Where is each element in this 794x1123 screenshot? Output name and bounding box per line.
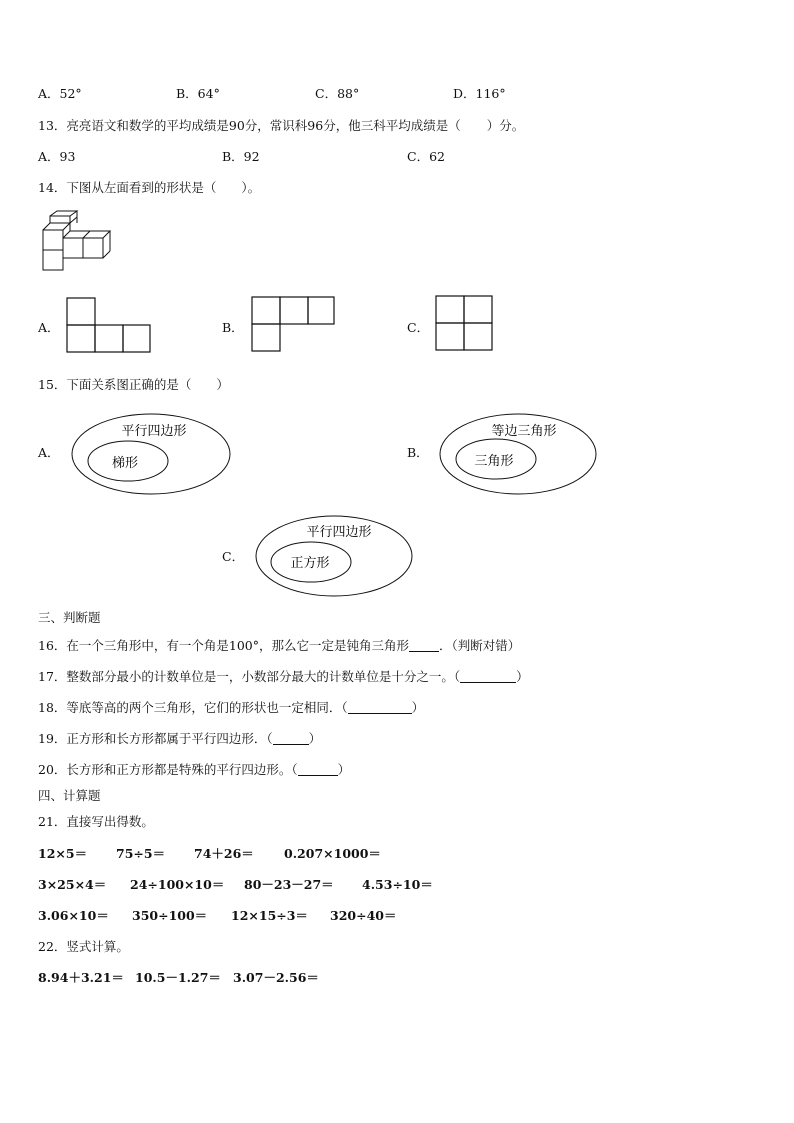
q19-text-end: ） <box>308 731 322 746</box>
q13-option-c: C．62 <box>407 149 445 164</box>
q21-r2-c2: 24÷100×10＝ <box>130 877 225 892</box>
q21-r2-c3: 80－23－27＝ <box>244 877 334 892</box>
q18-text-end: ） <box>411 700 425 715</box>
q14-option-b-figure[interactable] <box>250 296 336 352</box>
q12-option-b: B．64° <box>176 86 220 101</box>
q17-text: 17．整数部分最小的计数单位是一，小数部分最大的计数单位是十分之一。（ <box>38 669 461 684</box>
q16-text-end: ．（判断对错） <box>439 638 521 653</box>
q17 <box>38 667 529 685</box>
q20-text: 20．长方形和正方形都是特殊的平行四边形。（ <box>38 762 298 777</box>
q14-option-c-figure[interactable] <box>435 295 495 353</box>
q22-item-3: 3.07－2.56＝ <box>233 970 319 985</box>
q15-option-c-label: C． <box>222 549 245 564</box>
q21-r2-c4: 4.53÷10＝ <box>362 877 433 892</box>
q21-r2-c1: 3×25×4＝ <box>38 877 107 892</box>
q20 <box>38 760 350 778</box>
q14-cube-figure <box>40 210 120 272</box>
q15-c-outer-label: 平行四边形 <box>306 525 372 540</box>
q21-r1-c1: 12×5＝ <box>38 846 88 861</box>
q19-text: 19．正方形和长方形都属于平行四边形．（ <box>38 731 273 746</box>
q16-answer-blank[interactable] <box>409 639 439 652</box>
q14-stem: 14．下图从左面看到的形状是（ ）。 <box>38 180 261 195</box>
q21-r1-c4: 0.207×1000＝ <box>284 846 381 861</box>
q19 <box>38 729 321 747</box>
section-4-heading: 四、计算题 <box>38 788 101 803</box>
q15-b-outer-label: 等边三角形 <box>491 424 557 439</box>
q15-option-c-diagram[interactable] <box>253 514 415 598</box>
q17-answer-blank[interactable] <box>460 670 516 683</box>
q14-option-a-figure[interactable] <box>66 297 152 353</box>
q20-answer-blank[interactable] <box>298 763 338 776</box>
q22-item-2: 10.5－1.27＝ <box>135 970 221 985</box>
q15-option-a-diagram[interactable] <box>70 412 232 496</box>
q21-r1-c2: 75÷5＝ <box>116 846 166 861</box>
q13-option-b: B．92 <box>222 149 260 164</box>
q12-option-c: C．88° <box>315 86 360 101</box>
section-3-heading: 三、判断题 <box>38 610 101 625</box>
q14-option-a-label: A． <box>38 320 60 335</box>
q20-text-end: ） <box>337 762 351 777</box>
q16-text: 16．在一个三角形中，有一个角是100°，那么它一定是钝角三角形 <box>38 638 410 653</box>
q21-r3-c2: 350÷100＝ <box>132 908 208 923</box>
q15-option-b-diagram[interactable] <box>438 412 600 496</box>
q21-r3-c1: 3.06×10＝ <box>38 908 109 923</box>
q12-option-d: D．116° <box>453 86 506 101</box>
q13-stem-end: ）分。 <box>486 118 525 133</box>
q15-option-a-label: A． <box>38 445 60 460</box>
q15-a-inner-label: 梯形 <box>111 456 139 471</box>
q15-stem: 15．下面关系图正确的是（ ） <box>38 377 229 392</box>
q21-r3-c3: 12×15÷3＝ <box>231 908 308 923</box>
q21-r3-c4: 320÷40＝ <box>330 908 397 923</box>
q18-text: 18．等底等高的两个三角形，它们的形状也一定相同．（ <box>38 700 348 715</box>
q21-stem: 21．直接写出得数。 <box>38 814 154 829</box>
q16 <box>38 636 520 654</box>
q13-option-a: A．93 <box>38 149 76 164</box>
q15-c-inner-label: 正方形 <box>290 556 330 571</box>
q18-answer-blank[interactable] <box>348 701 412 714</box>
q15-a-outer-label: 平行四边形 <box>121 424 187 439</box>
q12-option-a: A．52° <box>38 86 82 101</box>
q14-option-b-label: B． <box>222 320 244 335</box>
q14-option-c-label: C． <box>407 320 430 335</box>
q15-option-b-label: B． <box>407 445 429 460</box>
q22-item-1: 8.94＋3.21＝ <box>38 970 124 985</box>
q21-r1-c3: 74＋26＝ <box>194 846 254 861</box>
q15-b-inner-label: 三角形 <box>474 454 514 469</box>
q19-answer-blank[interactable] <box>273 732 309 745</box>
q13-stem-text: 13．亮亮语文和数学的平均成绩是90分，常识科96分，他三科平均成绩是（ <box>38 118 461 133</box>
q17-text-end: ） <box>516 669 529 684</box>
q18 <box>38 698 424 716</box>
q22-stem: 22．竖式计算。 <box>38 939 129 954</box>
q13-stem <box>38 116 524 134</box>
